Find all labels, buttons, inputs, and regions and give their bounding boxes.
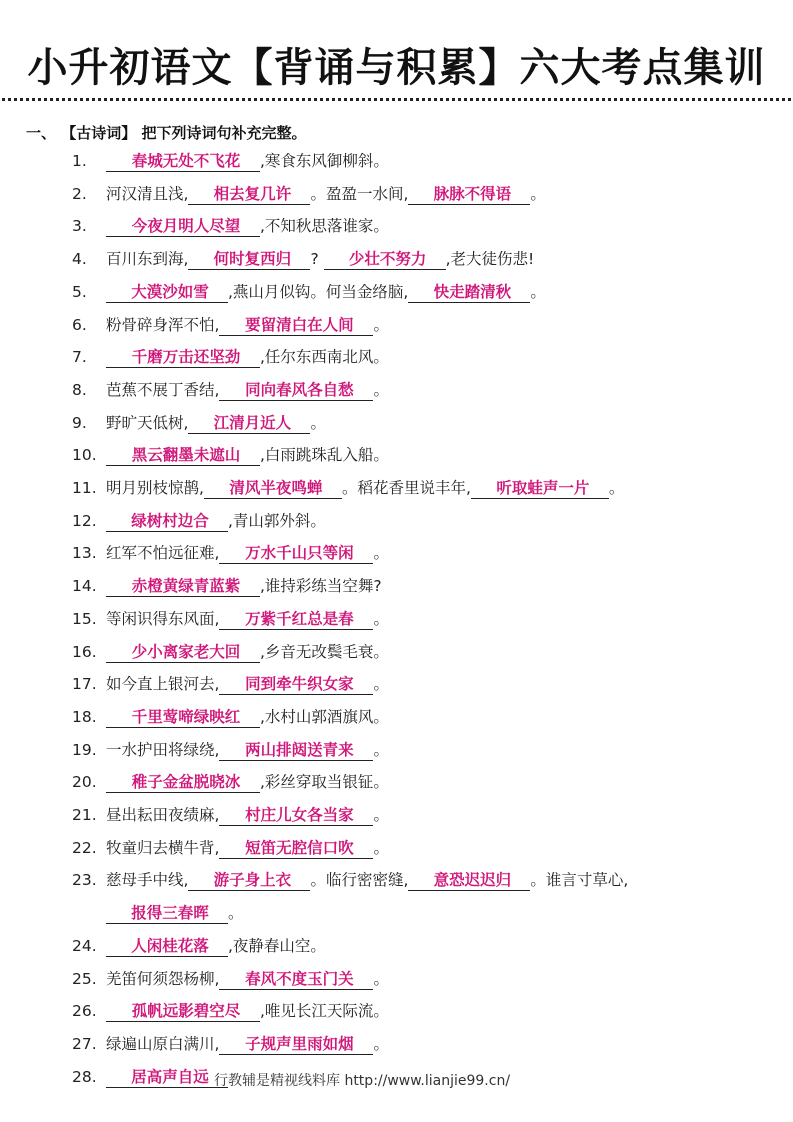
- answer-blank: 大漠沙如雪: [106, 282, 228, 303]
- poem-text: 。: [373, 675, 389, 694]
- list-item: [72, 835, 782, 861]
- answer-blank: 稚子金盆脱晓冰: [106, 772, 260, 793]
- list-item: [72, 246, 782, 272]
- list-item: [72, 344, 782, 370]
- answer-blank: 报得三春晖: [106, 903, 228, 924]
- item-number: 15.: [72, 609, 97, 628]
- list-item: [72, 1031, 782, 1057]
- list-item: [72, 998, 782, 1024]
- poem-text: 。谁言寸草心,: [530, 871, 629, 890]
- item-number: 16.: [72, 642, 97, 661]
- poem-text: ,不知秋思落谁家。: [260, 217, 389, 236]
- list-item: [72, 933, 782, 959]
- poem-text: 百川东到海,: [106, 250, 189, 269]
- list-item: [72, 639, 782, 665]
- poem-text: 等闲识得东风面,: [106, 609, 220, 628]
- poem-text: ,白雨跳珠乱入船。: [260, 446, 389, 465]
- answer-blank: 绿树村边合: [106, 511, 228, 532]
- poem-text: 明月别枝惊鹊,: [106, 479, 204, 497]
- poem-text: 一水护田将绿绕,: [106, 740, 220, 759]
- list-item: [72, 181, 782, 207]
- item-number: 1.: [72, 152, 87, 170]
- poem-text: ,老大徒伤悲!: [445, 250, 535, 269]
- answer-blank: 万水千山只等闲: [219, 543, 373, 564]
- list-item: [72, 802, 782, 828]
- list-item: [72, 410, 782, 436]
- item-number: 5.: [72, 282, 87, 301]
- answer-blank: 听取蛙声一片: [471, 478, 609, 499]
- list-item: [72, 442, 782, 468]
- answer-blank: 快走踏清秋: [408, 282, 530, 303]
- list-item: [72, 279, 782, 305]
- section-tag: 【古诗词】: [61, 124, 137, 142]
- answer-blank: 人闲桂花落: [106, 936, 228, 957]
- list-item: [72, 148, 782, 174]
- item-number: 11.: [72, 479, 97, 497]
- list-item: [106, 900, 786, 926]
- item-number: 8.: [72, 380, 87, 399]
- list-item: [72, 769, 782, 795]
- list-item: [72, 508, 782, 534]
- answer-blank: 少壮不努力: [324, 249, 446, 270]
- poem-text: 。: [373, 544, 389, 563]
- poem-text: ,燕山月似钩。何当金络脑,: [228, 282, 409, 301]
- item-number: 2.: [72, 184, 87, 203]
- answer-blank: 要留清白在人间: [219, 315, 373, 336]
- item-number: 14.: [72, 577, 97, 596]
- poem-text: 昼出耘田夜绩麻,: [106, 806, 220, 824]
- item-number: 18.: [72, 707, 97, 726]
- answer-blank: 春城无处不飞花: [106, 151, 260, 172]
- list-item: [72, 867, 782, 893]
- answer-blank: 子规声里雨如烟: [219, 1034, 373, 1055]
- poem-text: 。: [228, 904, 244, 923]
- item-number: 3.: [72, 217, 87, 236]
- poem-text: 。: [373, 380, 389, 399]
- poem-text: 红军不怕远征难,: [106, 544, 220, 563]
- list-item: [72, 704, 782, 730]
- poem-text: ?: [310, 250, 324, 269]
- poem-text: 牧童归去横牛背,: [106, 838, 220, 857]
- item-number: 24.: [72, 936, 97, 955]
- item-number: 23.: [72, 871, 97, 890]
- list-item: [72, 312, 782, 338]
- answer-blank: 短笛无腔信口吹: [219, 838, 373, 859]
- poem-text: 慈母手中线,: [106, 871, 189, 890]
- item-number: 22.: [72, 838, 97, 857]
- answer-blank: 清风半夜鸣蝉: [204, 478, 342, 499]
- answer-blank: 黑云翻墨未遮山: [106, 445, 260, 466]
- item-number: 25.: [72, 969, 97, 988]
- answer-blank: 万紫千红总是春: [219, 609, 373, 630]
- answer-blank: 相去复几许: [188, 184, 310, 205]
- answer-blank: 少小离家老大回: [106, 642, 260, 663]
- item-number: 21.: [72, 806, 97, 824]
- list-item: [72, 573, 782, 599]
- answer-blank: 千磨万击还坚劲: [106, 347, 260, 368]
- poem-text: 。: [530, 282, 546, 301]
- section-number: 一、: [26, 124, 57, 142]
- section-instruction: 把下列诗词句补充完整。: [141, 124, 307, 142]
- answer-blank: 脉脉不得语: [408, 184, 530, 205]
- item-number: 4.: [72, 250, 87, 269]
- answer-blank: 两山排闼送青来: [219, 740, 373, 761]
- dotted-divider: [2, 98, 791, 101]
- poem-text: ,水村山郭酒旗风。: [260, 707, 389, 726]
- item-number: 20.: [72, 773, 97, 792]
- item-number: 17.: [72, 675, 97, 694]
- poem-text: 羌笛何须怨杨柳,: [106, 969, 220, 988]
- answer-blank: 同到牵牛织女家: [219, 674, 373, 695]
- list-item: [72, 377, 782, 403]
- poem-text: 。: [608, 479, 625, 497]
- poem-text: ,夜静春山空。: [228, 936, 326, 955]
- page-title: 小升初语文【背诵与积累】六大考点集训: [27, 45, 766, 91]
- list-item: [72, 606, 782, 632]
- list-item: [72, 966, 782, 992]
- poem-text: 芭蕉不展丁香结,: [106, 380, 220, 399]
- item-number: 26.: [72, 1002, 97, 1021]
- item-number: 6.: [72, 315, 87, 334]
- poem-text: 。: [373, 609, 389, 628]
- poem-text: 。盈盈一水间,: [310, 184, 409, 203]
- item-number: 19.: [72, 740, 97, 759]
- poem-text: ,谁持彩练当空舞?: [260, 577, 382, 596]
- poem-text: 河汉清且浅,: [106, 184, 189, 203]
- item-number: 28.: [72, 1067, 97, 1086]
- poem-text: 。: [373, 740, 389, 759]
- answer-blank: 今夜月明人尽望: [106, 216, 260, 237]
- answer-blank: 江清月近人: [188, 413, 310, 434]
- poem-text: ,唯见长江天际流。: [260, 1002, 389, 1021]
- poem-text: 绿遍山原白满川,: [106, 1034, 220, 1053]
- answer-blank: 孤帆远影碧空尽: [106, 1001, 260, 1022]
- list-item: [72, 671, 782, 697]
- poem-text: ,任尔东西南北风。: [260, 348, 389, 367]
- answer-blank: 意恐迟迟归: [408, 870, 530, 891]
- poem-text: 粉骨碎身浑不怕,: [106, 315, 220, 334]
- answer-blank: 村庄儿女各当家: [219, 805, 373, 826]
- poem-text: 野旷天低树,: [106, 413, 189, 432]
- poem-text: 。: [310, 413, 326, 432]
- item-number: 9.: [72, 413, 87, 432]
- item-number: 13.: [72, 544, 97, 563]
- answer-blank: 千里莺啼绿映红: [106, 707, 260, 728]
- answer-blank: 居高声自远: [106, 1067, 228, 1088]
- answer-blank: 赤橙黄绿青蓝紫: [106, 576, 260, 597]
- section-heading: [26, 122, 307, 143]
- item-number: 7.: [72, 348, 87, 367]
- poem-text: ,青山郭外斜。: [228, 511, 326, 530]
- answer-blank: 何时复西归: [188, 249, 310, 270]
- poem-text: ,寒食东风御柳斜。: [260, 152, 389, 170]
- poem-text: 。: [373, 969, 389, 988]
- answer-blank: 游子身上衣: [188, 870, 310, 891]
- poem-text: 。: [373, 806, 389, 824]
- poem-text: 。: [373, 1034, 389, 1053]
- poem-text: 。: [373, 315, 389, 334]
- item-number: 12.: [72, 511, 97, 530]
- list-item: [72, 737, 782, 763]
- list-item: [72, 213, 782, 239]
- poem-text: 。: [373, 838, 389, 857]
- poem-text: 。稻花香里说丰年,: [341, 479, 471, 497]
- item-number: 10.: [72, 446, 97, 465]
- poem-text: 。临行密密缝,: [310, 871, 409, 890]
- answer-blank: 同向春风各自愁: [219, 380, 373, 401]
- poem-text: 如今直上银河去,: [106, 675, 220, 694]
- poem-text: ,彩丝穿取当银钲。: [260, 773, 389, 792]
- answer-blank: 春风不度玉门关: [219, 969, 373, 990]
- poem-text: 。: [530, 184, 546, 203]
- list-item: [72, 540, 782, 566]
- list-item: [72, 475, 782, 501]
- watermark-text: 行教辅是精视线料库 http://www.lianjie99.cn/: [214, 1073, 511, 1089]
- item-number: 27.: [72, 1034, 97, 1053]
- poem-text: ,乡音无改鬓毛衰。: [260, 642, 389, 661]
